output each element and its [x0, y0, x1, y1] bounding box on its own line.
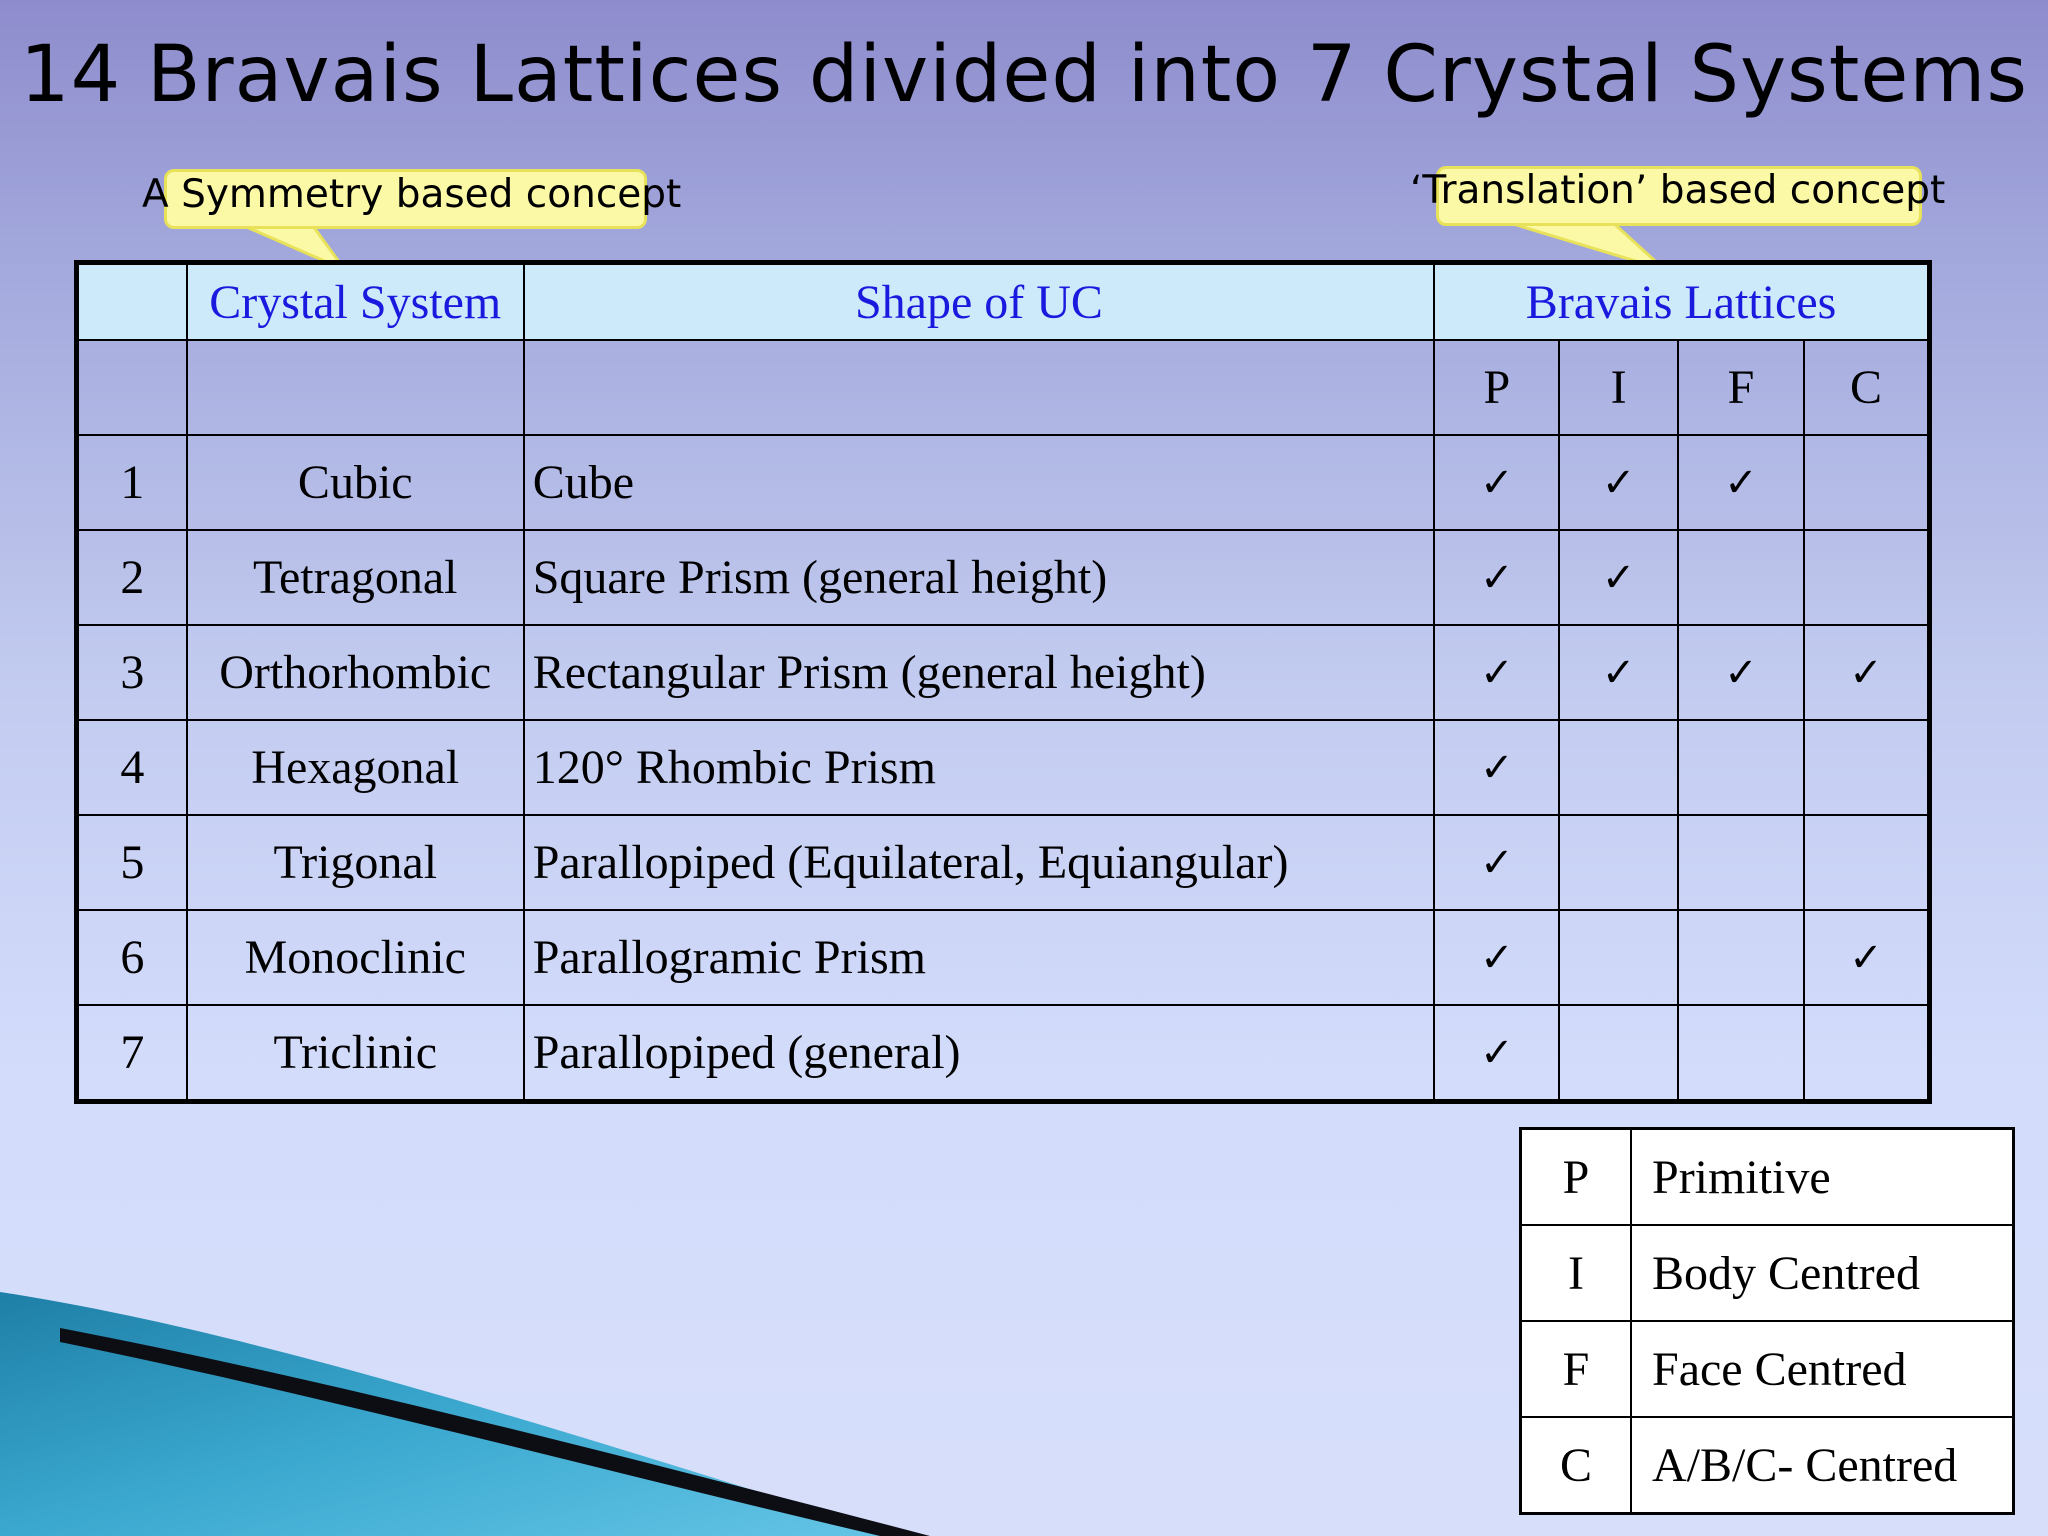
lattice-type-f: F: [1678, 340, 1804, 435]
row-number: 7: [77, 1005, 187, 1102]
shape-cell: Parallopiped (Equilateral, Equiangular): [524, 815, 1434, 910]
crystal-system-cell: Trigonal: [187, 815, 524, 910]
header-crystal-system: Crystal System: [187, 263, 524, 341]
legend-key: I: [1521, 1225, 1632, 1321]
table-row: [77, 910, 1930, 1005]
lattice-c-check: [1804, 530, 1929, 625]
shape-cell: Square Prism (general height): [524, 530, 1434, 625]
legend-row: [1521, 1129, 2014, 1226]
slide-title: 14 Bravais Lattices divided into 7 Crystal Systems: [20, 30, 2028, 120]
lattice-type-c: C: [1804, 340, 1929, 435]
lattice-c-check: [1804, 815, 1929, 910]
header-index-cell: [77, 263, 187, 341]
row-number: 5: [77, 815, 187, 910]
legend-value: Face Centred: [1631, 1321, 2014, 1417]
lattice-c-check: ✓: [1804, 910, 1929, 1005]
lattice-f-check: [1678, 910, 1804, 1005]
crystal-system-cell: Triclinic: [187, 1005, 524, 1102]
lattice-p-check: ✓: [1434, 815, 1559, 910]
lattice-i-check: ✓: [1559, 435, 1677, 530]
row-number: 1: [77, 435, 187, 530]
lattice-f-check: [1678, 720, 1804, 815]
shape-cell: Parallopiped (general): [524, 1005, 1434, 1102]
lattice-i-check: [1559, 815, 1677, 910]
crystal-system-cell: Tetragonal: [187, 530, 524, 625]
legend-value: A/B/C- Centred: [1631, 1417, 2014, 1514]
legend-value: Body Centred: [1631, 1225, 2014, 1321]
table-row: [77, 435, 1930, 530]
lattice-type-i: I: [1559, 340, 1677, 435]
lattice-i-check: [1559, 1005, 1677, 1102]
header-bravais-lattices: Bravais Lattices: [1434, 263, 1929, 341]
lattice-p-check: ✓: [1434, 910, 1559, 1005]
row-number: 2: [77, 530, 187, 625]
shape-cell: Cube: [524, 435, 1434, 530]
lattice-i-check: ✓: [1559, 625, 1677, 720]
legend-key: P: [1521, 1129, 1632, 1226]
table-row: [77, 720, 1930, 815]
lattice-type-row: [77, 340, 1930, 435]
legend-key: F: [1521, 1321, 1632, 1417]
legend-row: [1521, 1225, 2014, 1321]
lattice-f-check: ✓: [1678, 435, 1804, 530]
table-row: [77, 1005, 1930, 1102]
shape-cell: 120° Rhombic Prism: [524, 720, 1434, 815]
symmetry-concept-label: A Symmetry based concept: [142, 172, 682, 217]
legend-value: Primitive: [1631, 1129, 2014, 1226]
table-row: [77, 815, 1930, 910]
lattice-i-check: [1559, 720, 1677, 815]
lattice-f-check: [1678, 815, 1804, 910]
row-number: 6: [77, 910, 187, 1005]
lattice-p-check: ✓: [1434, 1005, 1559, 1102]
header-shape-of-uc: Shape of UC: [524, 263, 1434, 341]
lattice-p-check: ✓: [1434, 720, 1559, 815]
legend-key: C: [1521, 1417, 1632, 1514]
crystal-system-cell: Orthorhombic: [187, 625, 524, 720]
shape-cell: Parallogramic Prism: [524, 910, 1434, 1005]
lattice-c-check: [1804, 1005, 1929, 1102]
lattice-legend-table: [1519, 1127, 2015, 1515]
lattice-f-check: ✓: [1678, 625, 1804, 720]
legend-row: [1521, 1321, 2014, 1417]
lattice-p-check: ✓: [1434, 530, 1559, 625]
crystal-system-cell: Cubic: [187, 435, 524, 530]
lattice-type-p: P: [1434, 340, 1559, 435]
row-number: 3: [77, 625, 187, 720]
table-row: [77, 625, 1930, 720]
table-row: [77, 530, 1930, 625]
table-header-row: [77, 263, 1930, 341]
lattice-f-check: [1678, 530, 1804, 625]
shape-cell: Rectangular Prism (general height): [524, 625, 1434, 720]
crystal-system-cell: Monoclinic: [187, 910, 524, 1005]
row-number: 4: [77, 720, 187, 815]
lattice-c-check: [1804, 720, 1929, 815]
legend-row: [1521, 1417, 2014, 1514]
lattice-p-check: ✓: [1434, 625, 1559, 720]
lattice-f-check: [1678, 1005, 1804, 1102]
lattice-i-check: ✓: [1559, 530, 1677, 625]
translation-concept-label: ‘Translation’ based concept: [1410, 168, 1946, 213]
crystal-system-cell: Hexagonal: [187, 720, 524, 815]
lattice-c-check: [1804, 435, 1929, 530]
bravais-lattice-table: [74, 260, 1932, 1104]
lattice-c-check: ✓: [1804, 625, 1929, 720]
lattice-i-check: [1559, 910, 1677, 1005]
lattice-p-check: ✓: [1434, 435, 1559, 530]
